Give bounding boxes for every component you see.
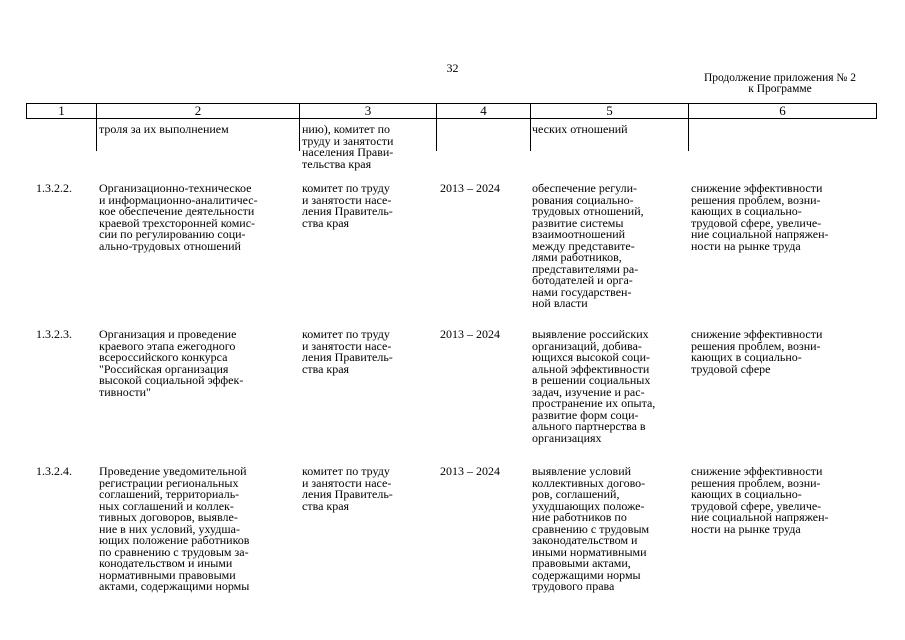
row-executor: комитет по труду и занятости насе- ления Правитель- ства края bbox=[302, 464, 393, 513]
row-result: выявление российских организаций, добива- ющихся высокой соци- альной эффективности в решении социальных задач, изучение и рас- пространение их опыта, развитие форм соци- ального партнерства в организациях bbox=[532, 327, 656, 445]
column-divider bbox=[688, 103, 689, 151]
table-header-row bbox=[26, 103, 877, 119]
column-divider bbox=[436, 103, 437, 151]
row-consequence: снижение эффективности решения проблем, возни- кающих в социально- трудовой сфере, увеличе- ние социальной напряжен- ности на рынке труда bbox=[691, 464, 829, 536]
continuation-col2: троля за их выполнением bbox=[99, 122, 229, 136]
continuation-col3: нию), комитет по труду и занятости населения Прави- тельства края bbox=[302, 122, 394, 171]
row-consequence: снижение эффективности решения проблем, возни- кающих в социально- трудовой сфере, увеличе- ние социальной напряжен- ности на рынке труда bbox=[691, 181, 829, 253]
appendix-header bbox=[660, 73, 900, 95]
column-divider bbox=[299, 103, 300, 151]
continuation-col5: ческих отношений bbox=[532, 122, 628, 136]
page-number: 32 bbox=[446, 61, 459, 75]
appendix-title: Продолжение приложения № 2 bbox=[703, 72, 857, 84]
row-period: 2013 – 2024 bbox=[440, 464, 500, 478]
column-divider bbox=[530, 103, 531, 151]
row-event: Организационно-техническое и информационно-аналитичес- кое обеспечение деятельности краевой трехсторонней комис- сии по регулированию соци- ально-трудовых отношений bbox=[99, 181, 258, 253]
row-number: 1.3.2.3. bbox=[36, 327, 72, 341]
row-result: обеспечение регули- рования социально- трудовых отношений, развитие системы взаимоотношений между представите- лями работников, представителями ра- ботодателей и орга- нами государствен- ной власти bbox=[532, 181, 644, 310]
column-divider bbox=[96, 103, 97, 151]
row-period: 2013 – 2024 bbox=[440, 181, 500, 195]
header-col-3: 3 bbox=[300, 104, 437, 118]
row-consequence: снижение эффективности решения проблем, возни- кающих в социально- трудовой сфере bbox=[691, 327, 823, 376]
row-result: выявление условий коллективных догово- ров, соглашений, ухудшающих положе- ние работников по сравнению с трудовым законодательством и иными нормативными правовыми актами, содержащими нормы трудового права bbox=[532, 464, 650, 593]
row-event: Проведение уведомительной регистрации региональных соглашений, территориаль- ных соглашений и коллек- тивных договоров, выявле- ние в них условий, ухудша- ющих положение работников по сравнению с трудовым за- конодательством и иными нормативными правовыми актами, содержащими нормы bbox=[99, 464, 250, 593]
row-number: 1.3.2.2. bbox=[36, 181, 72, 195]
header-col-1: 1 bbox=[27, 104, 97, 118]
row-executor: комитет по труду и занятости насе- ления Правитель- ства края bbox=[302, 181, 393, 230]
row-period: 2013 – 2024 bbox=[440, 327, 500, 341]
appendix-subtitle: к Программе bbox=[748, 83, 812, 95]
header-col-4: 4 bbox=[437, 104, 531, 118]
header-col-2: 2 bbox=[97, 104, 300, 118]
row-executor: комитет по труду и занятости насе- ления Правитель- ства края bbox=[302, 327, 393, 376]
header-col-6: 6 bbox=[779, 103, 786, 118]
header-col-5: 5 bbox=[531, 104, 689, 118]
row-event: Организация и проведение краевого этапа ежегодного всероссийского конкурса "Российская организация высокой социальной эффек- тивности" bbox=[99, 327, 244, 399]
row-number: 1.3.2.4. bbox=[36, 464, 72, 478]
